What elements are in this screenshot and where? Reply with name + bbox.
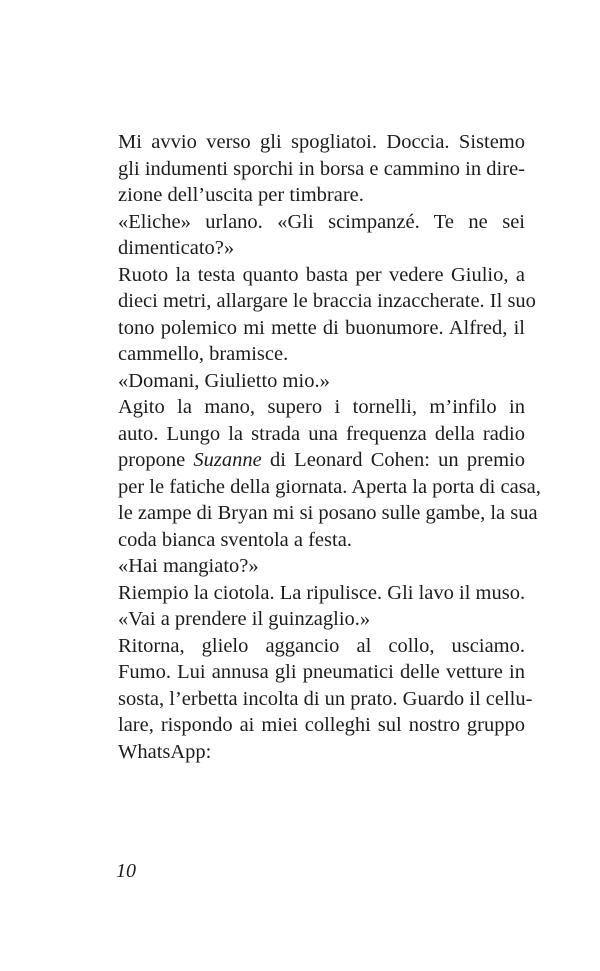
text-line: «Vai a prendere il guinzaglio.» (118, 608, 371, 630)
text-line: le zampe di Bryan mi si posano sulle gambe, la sua (118, 502, 538, 524)
text-line: Agito la mano, supero i tornelli, m’infilo in (118, 396, 525, 418)
text-line: cammello, bramisce. (118, 343, 289, 365)
text-line: «Domani, Giulietto mio.» (118, 369, 330, 392)
text-line: dimenticato?» (118, 237, 235, 259)
page-number: 10 (116, 860, 136, 882)
text-line: sosta, l’erbetta incolta di un prato. Guardo il cellu- (118, 687, 533, 710)
text-line: auto. Lungo la strada una frequenza della radio (118, 422, 525, 445)
body-text (118, 129, 541, 765)
text-line: «Hai mangiato?» (118, 555, 259, 577)
text-line: WhatsApp: (118, 740, 212, 763)
text-line: zione dell’uscita per timbrare. (118, 184, 364, 206)
text-line: Riempio la ciotola. La ripulisce. Gli lavo il muso. (118, 581, 526, 604)
text-line: gli indumenti sporchi in borsa e cammino in dire- (118, 157, 525, 180)
text-line: Fumo. Lui annusa gli pneumatici delle vetture in (118, 661, 525, 683)
text-line: per le fatiche della giornata. Aperta la porta di casa, (118, 475, 541, 498)
text-fragment: propone (118, 449, 194, 471)
text-line: Ritorna, glielo aggancio al collo, usciamo. (118, 634, 525, 657)
text-line: Ruoto la testa quanto basta per vedere Giulio, a (118, 263, 525, 286)
text-line: «Eliche» urlano. «Gli scimpanzé. Te ne sei (118, 210, 525, 233)
text-line: coda bianca sventola a festa. (118, 528, 352, 551)
text-line (118, 447, 525, 474)
text-line: dieci metri, allargare le braccia inzaccherate. Il suo (118, 290, 536, 312)
text-fragment: di Leonard Cohen: un premio (261, 449, 525, 471)
text-line: lare, rispondo ai miei colleghi sul nostro gruppo (118, 714, 525, 736)
text-line: tono polemico mi mette di buonumore. Alfred, il (118, 316, 525, 339)
song-title: Suzanne (193, 449, 262, 471)
text-line: Mi avvio verso gli spogliatoi. Doccia. Sistemo (118, 131, 525, 153)
